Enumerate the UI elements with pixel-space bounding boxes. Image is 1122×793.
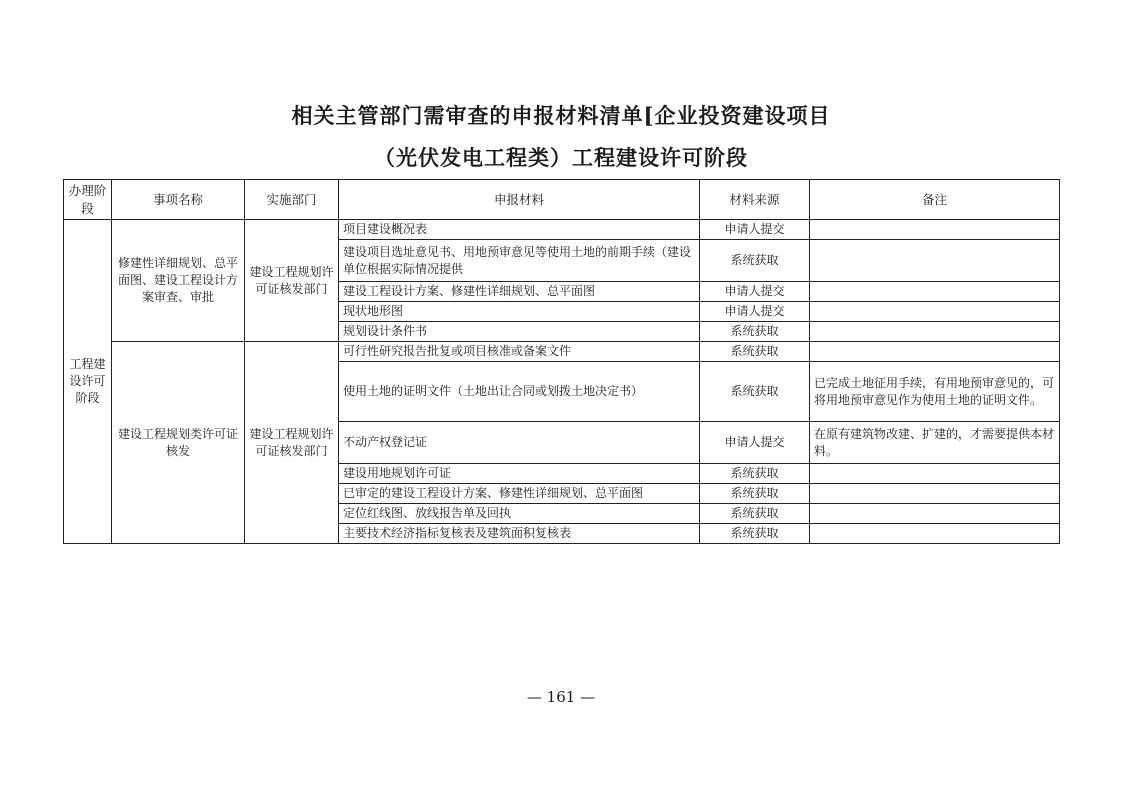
header-source: 材料来源 bbox=[700, 180, 810, 220]
remark-cell bbox=[810, 302, 1060, 322]
header-material: 申报材料 bbox=[339, 180, 700, 220]
item-cell: 修建性详细规划、总平面图、建设工程设计方案审查、审批 bbox=[112, 220, 245, 342]
source-cell: 申请人提交 bbox=[700, 302, 810, 322]
material-cell: 定位红线图、放线报告单及回执 bbox=[339, 504, 700, 524]
table-row bbox=[64, 342, 1060, 362]
source-cell: 系统获取 bbox=[700, 322, 810, 342]
remark-cell bbox=[810, 342, 1060, 362]
source-cell: 系统获取 bbox=[700, 524, 810, 544]
source-cell: 系统获取 bbox=[700, 240, 810, 282]
document-title-line1: 相关主管部门需审查的申报材料清单[企业投资建设项目 bbox=[291, 103, 831, 128]
source-cell: 申请人提交 bbox=[700, 422, 810, 464]
table-row bbox=[64, 220, 1060, 240]
source-cell: 系统获取 bbox=[700, 362, 810, 422]
item-cell: 建设工程规划类许可证核发 bbox=[112, 342, 245, 544]
material-cell: 建设用地规划许可证 bbox=[339, 464, 700, 484]
source-cell: 系统获取 bbox=[700, 464, 810, 484]
source-cell: 系统获取 bbox=[700, 504, 810, 524]
material-cell: 使用土地的证明文件（土地出让合同或划拨土地决定书） bbox=[339, 362, 700, 422]
department-cell: 建设工程规划许可证核发部门 bbox=[245, 342, 339, 544]
remark-cell bbox=[810, 504, 1060, 524]
header-item: 事项名称 bbox=[112, 180, 245, 220]
stage-cell: 工程建设许可阶段 bbox=[64, 220, 112, 544]
material-cell: 可行性研究报告批复或项目核准或备案文件 bbox=[339, 342, 700, 362]
material-cell: 现状地形图 bbox=[339, 302, 700, 322]
source-cell: 申请人提交 bbox=[700, 220, 810, 240]
material-cell: 项目建设概况表 bbox=[339, 220, 700, 240]
material-cell: 规划设计条件书 bbox=[339, 322, 700, 342]
document-title-line2: （光伏发电工程类）工程建设许可阶段 bbox=[374, 145, 748, 170]
remark-cell bbox=[810, 220, 1060, 240]
remark-cell bbox=[810, 484, 1060, 504]
source-cell: 系统获取 bbox=[700, 342, 810, 362]
remark-cell bbox=[810, 524, 1060, 544]
materials-table bbox=[63, 179, 1060, 544]
material-cell: 不动产权登记证 bbox=[339, 422, 700, 464]
remark-cell bbox=[810, 240, 1060, 282]
header-department: 实施部门 bbox=[245, 180, 339, 220]
remark-cell: 已完成土地征用手续，有用地预审意见的，可将用地预审意见作为使用土地的证明文件。 bbox=[810, 362, 1060, 422]
material-cell: 主要技术经济指标复核表及建筑面积复核表 bbox=[339, 524, 700, 544]
remark-cell bbox=[810, 282, 1060, 302]
material-cell: 建设工程设计方案、修建性详细规划、总平面图 bbox=[339, 282, 700, 302]
material-cell: 建设项目选址意见书、用地预审意见等使用土地的前期手续（建设单位根据实际情况提供 bbox=[339, 240, 700, 282]
header-stage: 办理阶段 bbox=[64, 180, 112, 220]
material-cell: 已审定的建设工程设计方案、修建性详细规划、总平面图 bbox=[339, 484, 700, 504]
header-remark: 备注 bbox=[810, 180, 1060, 220]
remark-cell bbox=[810, 322, 1060, 342]
department-cell: 建设工程规划许可证核发部门 bbox=[245, 220, 339, 342]
remark-cell bbox=[810, 464, 1060, 484]
table-header-row bbox=[64, 180, 1060, 220]
source-cell: 申请人提交 bbox=[700, 282, 810, 302]
page-number: — 161 — bbox=[526, 688, 596, 706]
remark-cell: 在原有建筑物改建、扩建的，才需要提供本材料。 bbox=[810, 422, 1060, 464]
source-cell: 系统获取 bbox=[700, 484, 810, 504]
